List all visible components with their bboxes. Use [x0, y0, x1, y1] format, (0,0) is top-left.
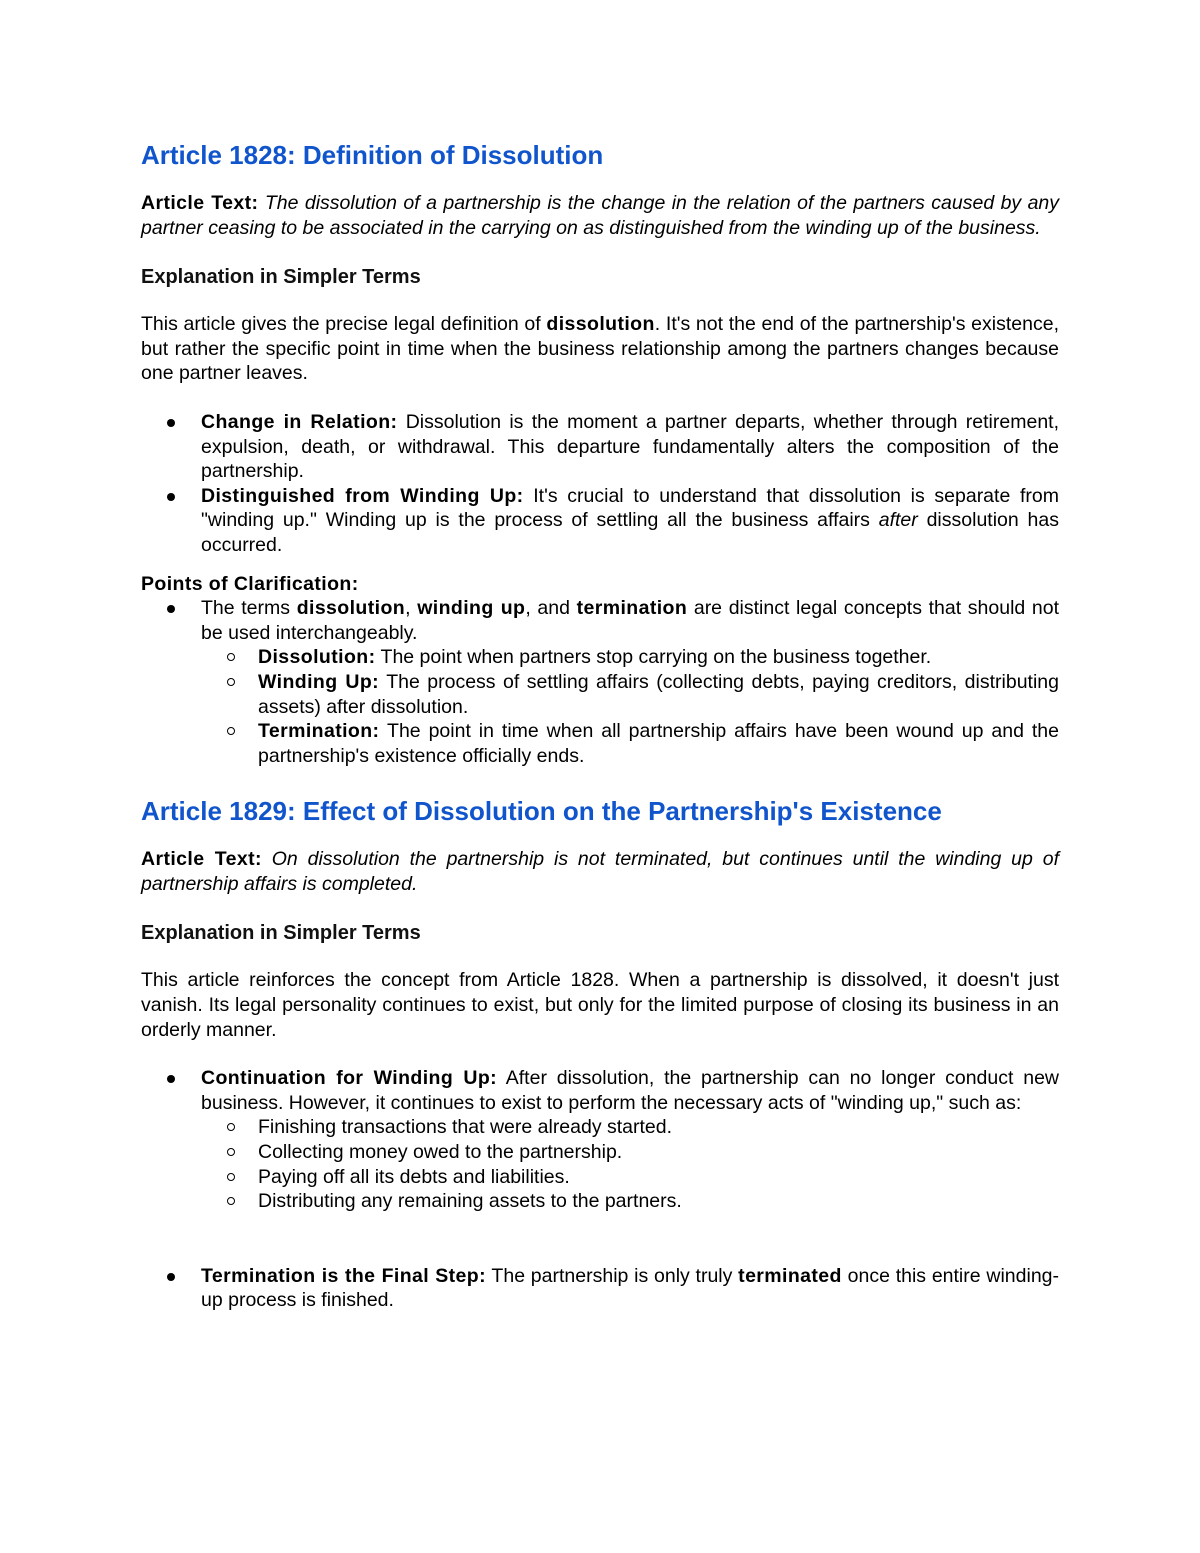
sub-list-item — [201, 670, 1059, 719]
bullet-text: Dissolution is the moment a partner departs, whether through retirement, expulsion, death, or withdrawal. This departure fundamentally alters the composition of the partnership. — [201, 410, 1059, 483]
sub-bullet-label: Dissolution: — [258, 646, 376, 669]
list-item — [141, 1264, 1059, 1313]
sub-list-item: Distributing any remaining assets to the partners. — [201, 1189, 1059, 1214]
article-1828-title: Article 1828: Definition of Dissolution — [141, 140, 604, 170]
article-text-body: The dissolution of a partnership is the change in the relation of the partners caused by any partner ceasing to be associated in the carrying on as distinguished from the winding up of the business. — [141, 192, 1060, 239]
list-item — [141, 410, 1059, 484]
sub-bullet-text: The point in time when all partnership affairs have been wound up and the partnership's existence officially ends. — [258, 720, 1059, 767]
bullet-text: It's crucial to understand that dissolution is separate from "winding up." Winding up is the process of settling all the business affairs — [201, 484, 1059, 532]
sub-bullet-label: Termination: — [258, 720, 380, 743]
sub-list-item: Collecting money owed to the partnership. — [201, 1140, 1059, 1165]
list-item — [141, 484, 1059, 558]
intro-text: This article gives the precise legal definition of — [141, 313, 547, 336]
list-item — [141, 1066, 1059, 1214]
bullet-label: Continuation for Winding Up: — [201, 1067, 498, 1090]
article-1829-title: Article 1829: Effect of Dissolution on the Partnership's Existence — [141, 796, 942, 827]
winding-up-acts-list — [201, 1115, 1059, 1213]
clarification-term: termination — [576, 597, 688, 620]
clarification-heading — [141, 572, 1059, 597]
bullet-label: Change in Relation: — [201, 410, 398, 433]
article-1829-text — [141, 847, 1059, 896]
article-1828-bullets — [141, 410, 1059, 558]
article-text-body: On dissolution the partnership is not terminated, but continues until the winding up of partnership affairs is completed. — [141, 848, 1059, 895]
article-1828-text — [141, 191, 1059, 240]
document-page — [141, 138, 1059, 1313]
sub-list-item: Paying off all its debts and liabilities. — [201, 1165, 1059, 1190]
bullet-text: dissolution has occurred. — [201, 509, 1059, 556]
list-item — [141, 596, 1059, 768]
clarification-term: dissolution — [296, 597, 406, 620]
sub-bullet-text: The process of settling affairs (collecting debts, paying creditors, distributing assets) after dissolution. — [258, 670, 1059, 718]
bullet-text: The partnership is only truly — [486, 1264, 739, 1287]
clarification-text: are distinct legal concepts that should not be used interchangeably. — [201, 597, 1060, 644]
bullet-italic: after — [878, 509, 918, 532]
article-1829-bullets — [141, 1066, 1059, 1214]
blank-line — [141, 1214, 1059, 1264]
clarification-term: winding up — [417, 597, 526, 620]
sub-list-item: Finishing transactions that were already started. — [201, 1115, 1059, 1140]
bullet-bold-term: terminated — [738, 1264, 842, 1287]
article-text-label: Article Text: — [141, 848, 262, 871]
clarification-text: , — [405, 597, 418, 620]
bullet-text: After dissolution, the partnership can no longer conduct new business. However, it continues to exist to perform the necessary acts of "winding up," such as: — [201, 1067, 1059, 1114]
article-text-label: Article Text: — [141, 192, 259, 214]
explanation-heading: Explanation in Simpler Terms — [141, 922, 421, 945]
intro-bold-term: dissolution — [546, 313, 655, 336]
sub-bullet-text: The point when partners stop carrying on the business together. — [375, 646, 932, 669]
bullet-label: Distinguished from Winding Up: — [201, 484, 524, 507]
article-1829-final-bullet — [141, 1264, 1059, 1313]
clarification-sub-list — [201, 645, 1059, 768]
clarification-heading-text: Points of Clarification: — [141, 572, 359, 595]
article-1828-intro — [141, 312, 1059, 386]
sub-list-item — [201, 645, 1059, 670]
intro-text: . It's not the end of the partnership's existence, but rather the specific point in time when the business relationship among the partners changes because one partner leaves. — [141, 313, 1059, 385]
explanation-heading: Explanation in Simpler Terms — [141, 266, 421, 289]
article-1829-intro: This article reinforces the concept from Article 1828. When a partnership is dissolved, it doesn't just vanish. Its legal personality continues to exist, but only for the limited purpose of closing its business in an orderly manner. — [141, 969, 1059, 1041]
sub-bullet-label: Winding Up: — [258, 670, 380, 693]
clarification-text: , and — [525, 597, 577, 620]
clarification-list — [141, 596, 1059, 768]
clarification-text: The terms — [201, 597, 297, 620]
bullet-text: once this entire winding-up process is finished. — [201, 1264, 1059, 1312]
sub-list-item — [201, 719, 1059, 768]
bullet-label: Termination is the Final Step: — [201, 1264, 487, 1287]
